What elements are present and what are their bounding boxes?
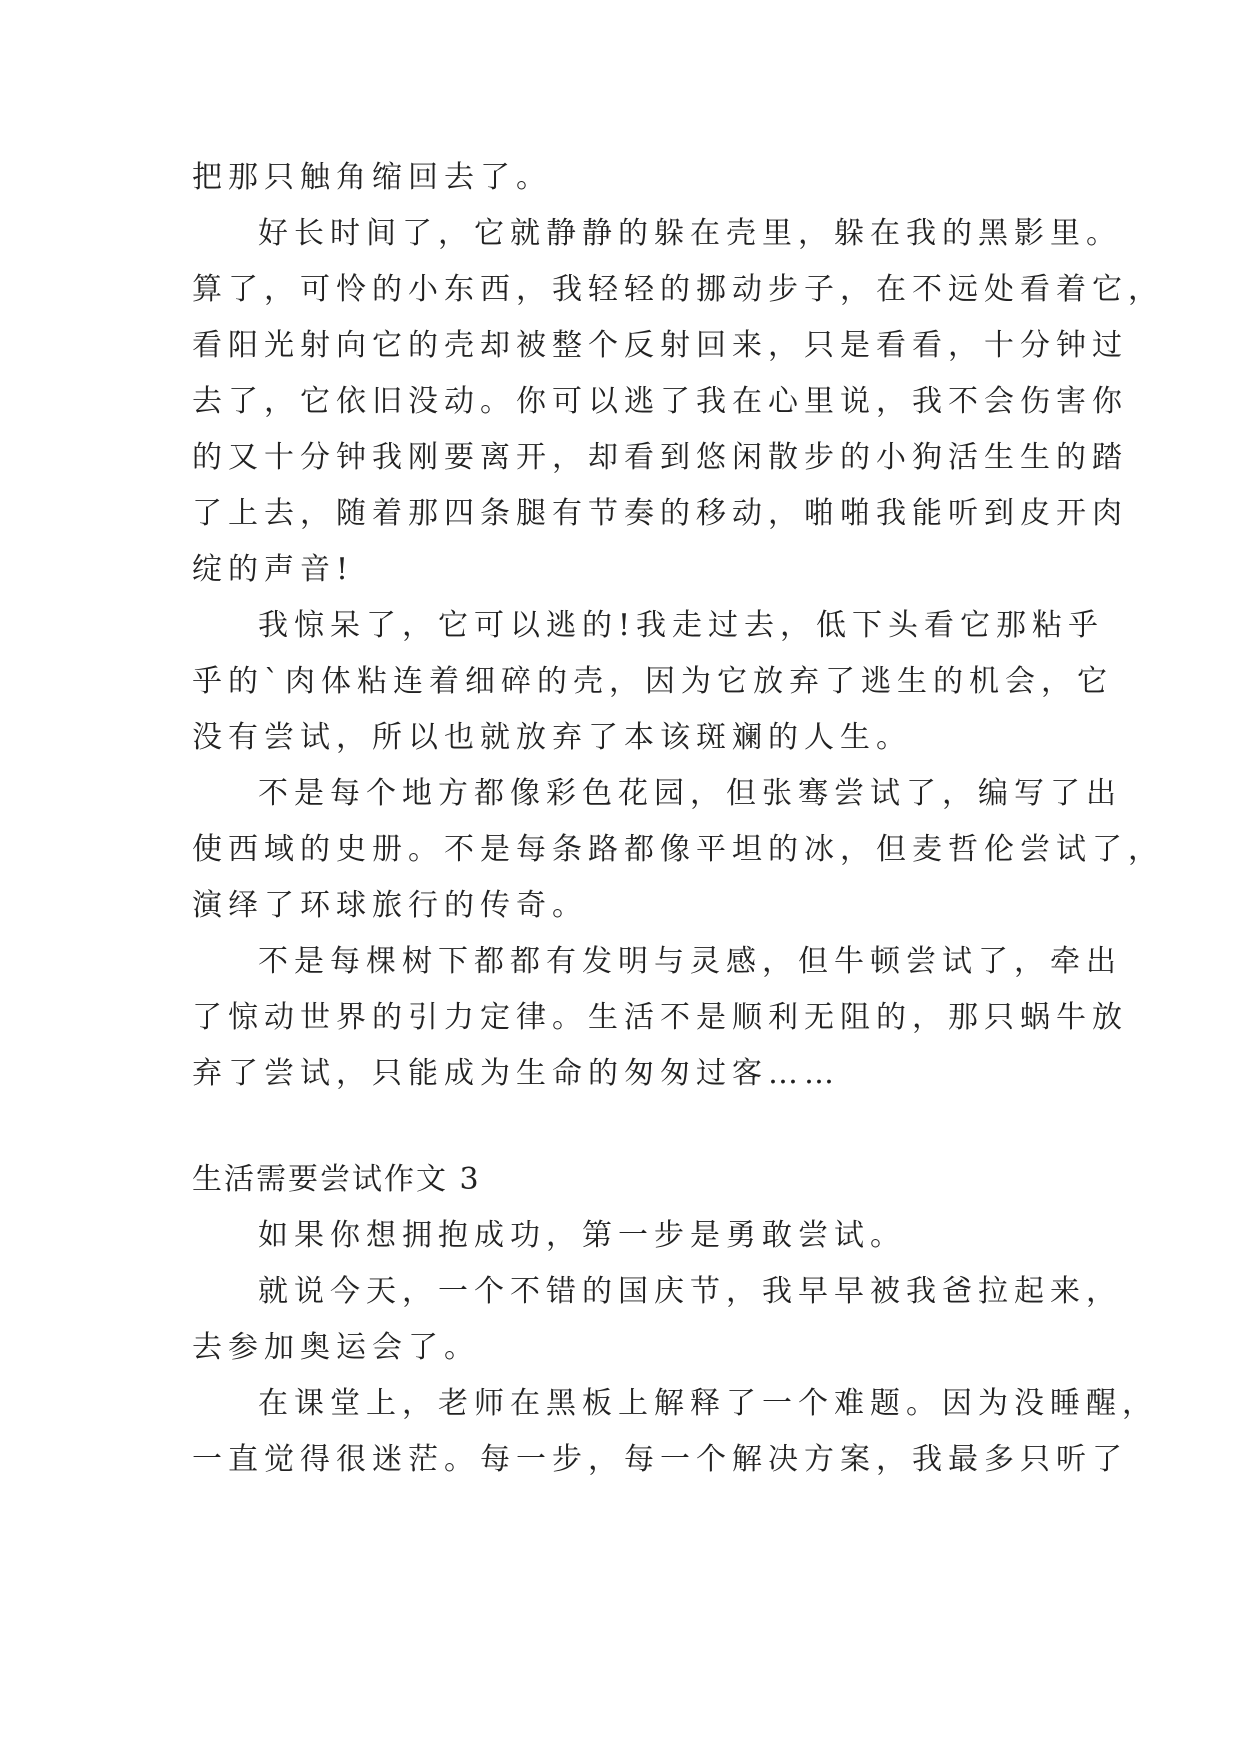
text-line: 一直觉得很迷茫。每一步，每一个解决方案，我最多只听了 [192,1442,1128,1477]
text-line: 了上去，随着那四条腿有节奏的移动，啪啪我能听到皮开肉 [192,496,1128,531]
text-line: 的又十分钟我刚要离开，却看到悠闲散步的小狗活生生的踏 [192,440,1128,475]
text-line: 使西域的史册。不是每条路都像平坦的冰，但麦哲伦尝试了， [192,832,1164,867]
text-line: 绽的声音! [192,552,355,587]
paragraph-7 [192,1264,1122,1376]
text-line: 我惊呆了，它可以逃的!我走过去，低下头看它那粘乎 [258,608,1105,643]
section-heading: 生活需要尝试作文 3 [192,1162,481,1197]
paragraph-4 [192,766,1164,934]
paragraph-3 [192,598,1113,766]
document-body [192,150,1164,1488]
text-line: 了惊动世界的引力定律。生活不是顺利无阻的，那只蜗牛放 [192,1000,1128,1035]
paragraph-8 [192,1376,1158,1488]
paragraph-5 [192,934,1128,1102]
text-line: 看阳光射向它的壳却被整个反射回来，只是看看，十分钟过 [192,328,1128,363]
paragraph-2 [192,206,1164,598]
text-line: 好长时间了，它就静静的躲在壳里，躲在我的黑影里。 [258,216,1122,251]
text-line: 去参加奥运会了。 [192,1330,480,1365]
paragraph-1 [192,150,1072,206]
text-line: 不是每棵树下都都有发明与灵感，但牛顿尝试了，牵出 [258,944,1122,979]
section-spacer [192,1102,1072,1152]
text-line: 在课堂上，老师在黑板上解释了一个难题。因为没睡醒， [258,1386,1158,1421]
text-line: 就说今天，一个不错的国庆节，我早早被我爸拉起来， [258,1274,1122,1309]
text-line: 不是每个地方都像彩色花园，但张骞尝试了，编写了出 [258,776,1122,811]
text-line: 弃了尝试，只能成为生命的匆匆过客…… [192,1056,840,1091]
text-line: 去了，它依旧没动。你可以逃了我在心里说，我不会伤害你 [192,384,1128,419]
text-line: 演绎了环球旅行的传奇。 [192,888,588,923]
paragraph-6 [192,1208,1072,1264]
text-line: 把那只触角缩回去了。 [192,160,552,195]
text-line: 算了，可怜的小东西，我轻轻的挪动步子，在不远处看着它， [192,272,1164,307]
text-line: 如果你想拥抱成功，第一步是勇敢尝试。 [258,1218,906,1253]
text-line: 乎的`肉体粘连着细碎的壳，因为它放弃了逃生的机会，它 [192,664,1113,699]
text-line: 没有尝试，所以也就放弃了本该斑斓的人生。 [192,720,912,755]
